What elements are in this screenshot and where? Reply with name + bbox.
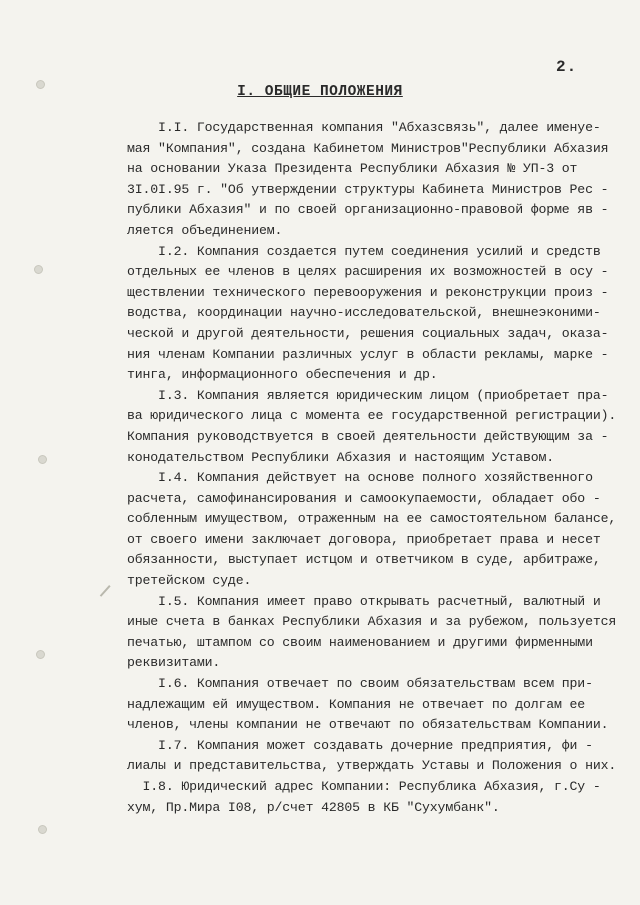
text-line: на основании Указа Президента Республики Абхазия № УП-3 от — [127, 161, 578, 177]
text-line: I.7. Компания может создавать дочерние предприятия, фи - — [127, 737, 593, 753]
paragraph-1-3 — [127, 386, 627, 468]
text-line: I.I. Государственная компания "Абхазсвязь", далее именуе- — [127, 120, 601, 135]
text-line: печатью, штампом со своим наименованием и другими фирменными — [127, 634, 593, 650]
text-line: ния членам Компании различных услуг в области рекламы, марке - — [127, 346, 609, 362]
text-line: обязанности, выступает истцом и ответчиком в суде, арбитраже, — [127, 552, 601, 568]
text-line: I.2. Компания создается путем соединения усилий и средств — [127, 243, 601, 259]
text-line: мая "Компания", создана Кабинетом Министров"Республики Абхазия — [127, 140, 609, 156]
punch-hole-mark — [38, 455, 47, 464]
text-line: собленным имуществом, отраженным на ее самостоятельном балансе, — [127, 511, 617, 527]
punch-hole-mark — [36, 80, 45, 89]
section-title: I. ОБЩИЕ ПОЛОЖЕНИЯ — [237, 84, 403, 100]
paragraph-1-2 — [127, 242, 627, 386]
text-line: ляется объединением. — [127, 222, 283, 238]
text-line: I.8. Юридический адрес Компании: Республика Абхазия, г.Су - — [127, 779, 601, 794]
text-line: надлежащим ей имуществом. Компания не отвечает по долгам ее — [127, 696, 586, 712]
text-line: лиалы и представительства, утверждать Уставы и Положения о них. — [127, 758, 617, 774]
text-line: расчета, самофинансирования и самоокупаемости, обладает обо - — [127, 490, 601, 506]
text-line: ва юридического лица с момента ее государственной регистрации). — [127, 408, 617, 424]
paragraph-1-4 — [127, 468, 627, 592]
pen-stroke-mark — [100, 585, 110, 596]
text-line: Компания руководствуется в своей деятельности действующим за - — [127, 428, 609, 444]
text-line: водства, координации научно-исследовательской, внешнеэконими- — [127, 305, 601, 321]
paragraph-1-5 — [127, 592, 627, 674]
paragraph-1-6 — [127, 674, 627, 736]
text-line: ществлении технического перевооружения и реконструкции произ - — [127, 284, 609, 300]
text-line: ческой и другой деятельности, решения социальных задач, оказа- — [127, 325, 609, 341]
punch-hole-mark — [38, 825, 47, 834]
punch-hole-mark — [36, 650, 45, 659]
page-number: 2. — [556, 58, 578, 76]
text-line: тинга, информационного обеспечения и др. — [127, 367, 438, 383]
document-body — [127, 118, 627, 818]
paragraph-1-1 — [127, 118, 627, 242]
text-line: конодательством Республики Абхазия и настоящим Уставом. — [127, 449, 555, 465]
text-line: третейском суде. — [127, 573, 252, 589]
text-line: I.5. Компания имеет право открывать расчетный, валютный и — [127, 593, 601, 609]
text-line: I.3. Компания является юридическим лицом (приобретает пра- — [127, 387, 609, 403]
text-line: 3I.0I.95 г. "Об утверждении структуры Кабинета Министров Рес - — [127, 181, 609, 197]
paragraph-1-8 — [127, 777, 627, 818]
text-line: I.6. Компания отвечает по своим обязательствам всем при- — [127, 676, 593, 692]
text-line: отдельных ее членов в целях расширения их возможностей в осу - — [127, 264, 609, 280]
text-line: реквизитами. — [127, 655, 221, 671]
text-line: хум, Пр.Мира I08, р/счет 42805 в КБ "Сухумбанк". — [127, 799, 500, 815]
text-line: членов, члены компании не отвечают по обязательствам Компании. — [127, 717, 609, 733]
text-line: публики Абхазия" и по своей организационно-правовой форме яв - — [127, 202, 609, 218]
text-line: от своего имени заключает договора, приобретает права и несет — [127, 531, 601, 547]
text-line: I.4. Компания действует на основе полного хозяйственного — [127, 470, 593, 486]
text-line: иные счета в банках Республики Абхазия и за рубежом, пользуется — [127, 614, 617, 630]
paragraph-1-7 — [127, 736, 627, 777]
punch-hole-mark — [34, 265, 43, 274]
